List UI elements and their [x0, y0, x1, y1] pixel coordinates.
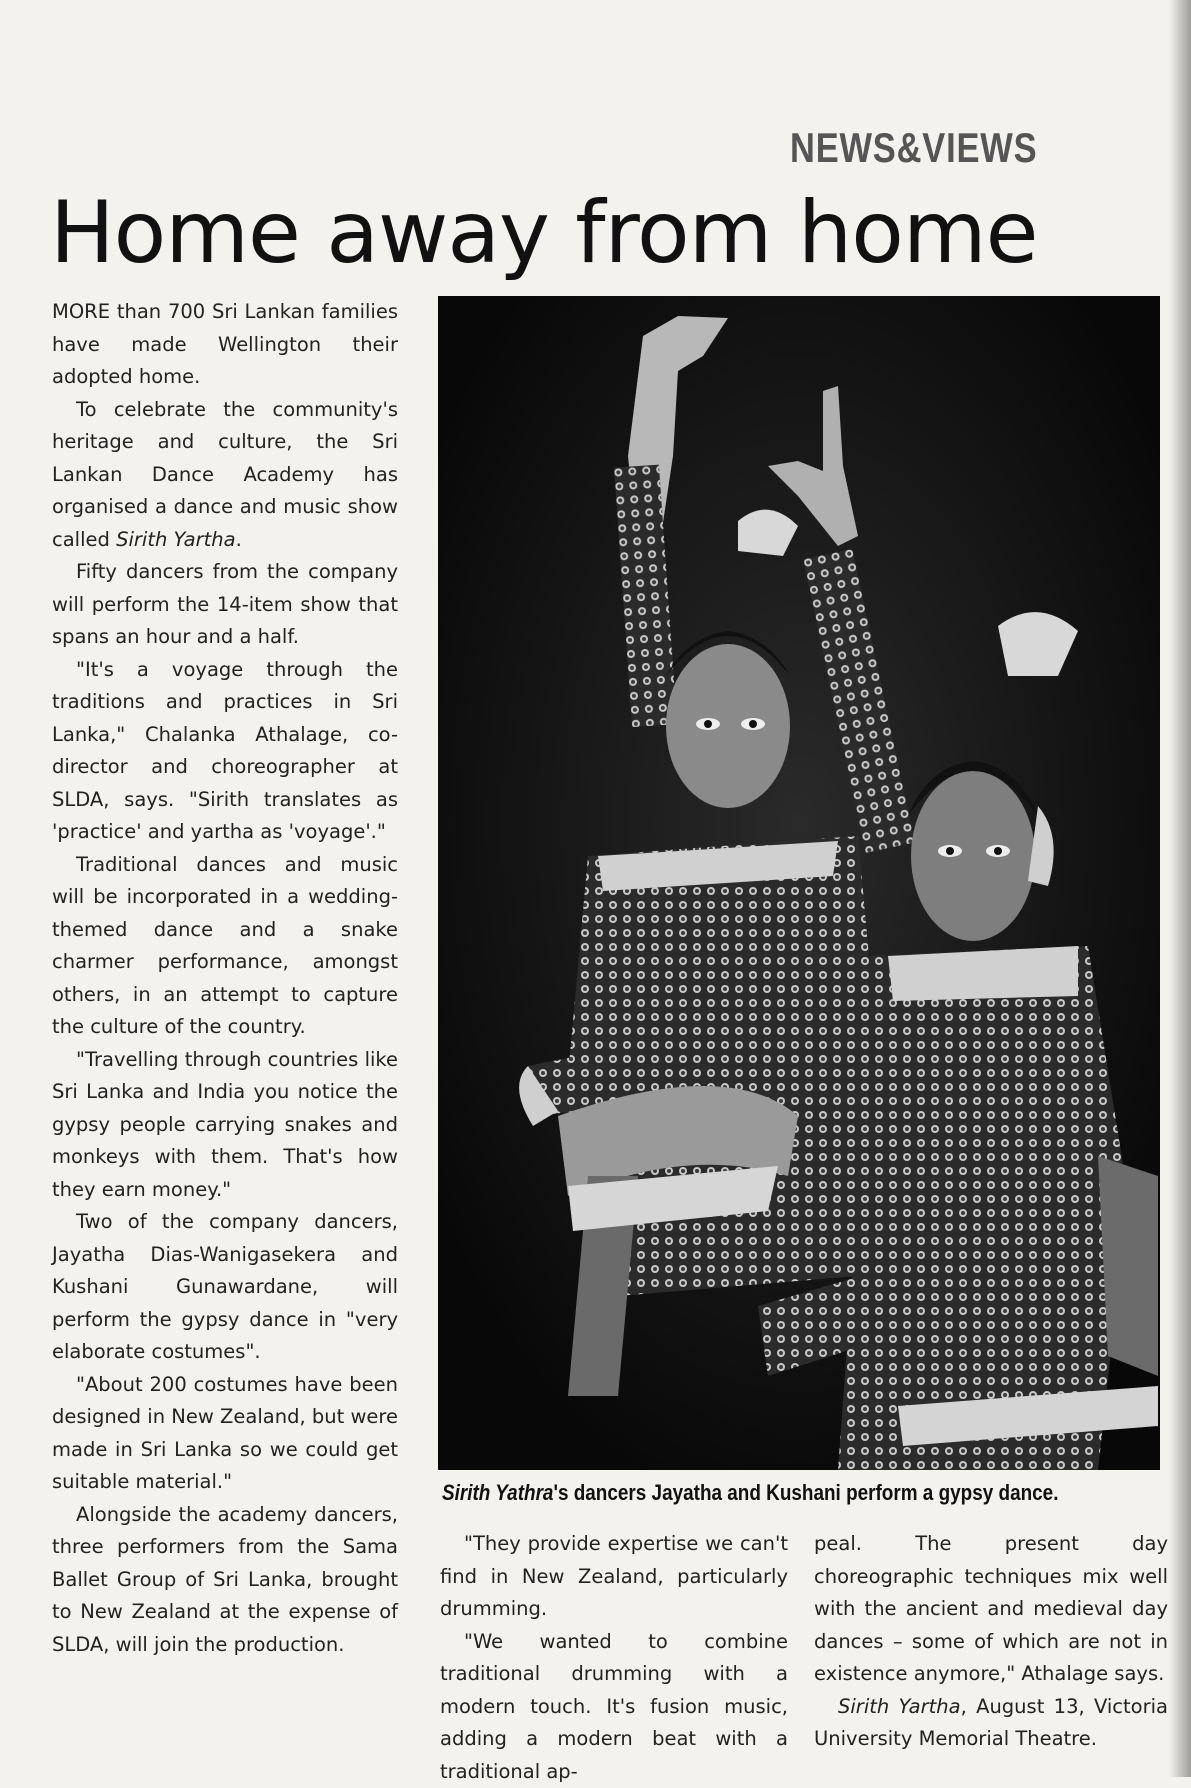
- event-title: Sirith Yartha: [838, 1695, 961, 1718]
- caption-show-title: Sirith Yathra: [442, 1480, 553, 1505]
- paragraph-3: Fifty dancers from the company will perform the 14-item show that spans an hour and a half.: [52, 556, 398, 654]
- paragraph-12: peal. The present day choreographic techniques mix well with the ancient and medieval day dances – some of which are not in existence anymore," Athalage says.: [814, 1528, 1168, 1691]
- paragraph-4: "It's a voyage through the traditions and practices in Sri Lanka," Chalanka Athalage, co-director and choreographer at SLDA, says. "Sirith translates as 'practice' and yartha as 'voyage'.": [52, 654, 398, 849]
- paragraph-11: "We wanted to combine traditional drumming with a modern touch. It's fusion music, adding a modern beat with a traditional ap-: [440, 1626, 788, 1788]
- page-edge-shadow: [1169, 0, 1191, 1777]
- dancers-photo: [438, 296, 1160, 1470]
- paragraph-2: To celebrate the community's heritage and culture, the Sri Lankan Dance Academy has organised a dance and music show called Sirith Yartha.: [52, 394, 398, 557]
- article-column-left: [52, 296, 398, 1661]
- dancers-illustration: [438, 296, 1160, 1470]
- paragraph-5: Traditional dances and music will be incorporated in a wedding-themed dance and a snake charmer performance, amongst others, in an attempt to capture the culture of the country.: [52, 849, 398, 1044]
- paragraph-1: MORE than 700 Sri Lankan families have made Wellington their adopted home.: [52, 296, 398, 394]
- paragraph-6: "Travelling through countries like Sri Lanka and India you notice the gypsy people carrying snakes and monkeys with them. That's how they earn money.": [52, 1044, 398, 1207]
- photo-caption: [442, 1480, 1061, 1506]
- article-column-middle: [440, 1528, 788, 1788]
- paragraph-9: Alongside the academy dancers, three performers from the Sama Ballet Group of Sri Lanka, brought to New Zealand at the expense of SLDA, will join the production.: [52, 1499, 398, 1662]
- paragraph-13: Sirith Yartha, August 13, Victoria University Memorial Theatre.: [814, 1691, 1168, 1756]
- section-label: NEWS&VIEWS: [790, 124, 1020, 172]
- paragraph-8: "About 200 costumes have been designed in New Zealand, but were made in Sri Lanka so we could get suitable material.": [52, 1369, 398, 1499]
- caption-text: 's dancers Jayatha and Kushani perform a gypsy dance.: [553, 1480, 1058, 1505]
- paragraph-7: Two of the company dancers, Jayatha Dias-Wanigasekera and Kushani Gunawardane, will perform the gypsy dance in "very elaborate costumes".: [52, 1206, 398, 1369]
- headline: Home away from home: [50, 185, 1090, 281]
- paragraph-10: "They provide expertise we can't find in New Zealand, particularly drumming.: [440, 1528, 788, 1626]
- article-column-right: [814, 1528, 1168, 1756]
- show-title: Sirith Yartha: [116, 528, 235, 551]
